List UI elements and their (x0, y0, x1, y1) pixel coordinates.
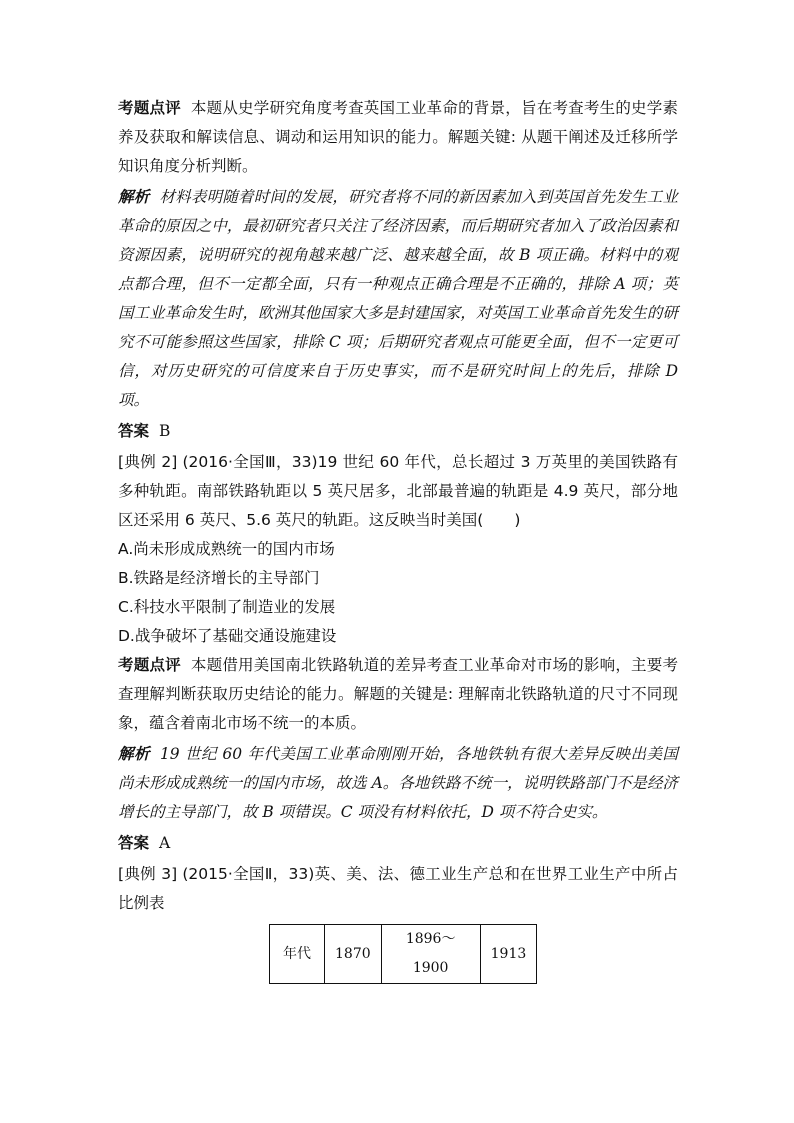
analysis-text: 材料表明随着时间的发展，研究者将不同的新因素加入到英国首先发生工业革命的原因之中，最初研究者只关注了经济因素，而后期研究者加入了政治因素和资源因素，说明研究的视角越来越广泛、越来越全面，故 B 项正确。材料中的观点都合理，但不一定都全面，只有一种观点正确合理是不正确的，排除 A 项；英国工业革命发生时，欧洲其他国家大多是封建国家，对英国工业革命首先发生的研究不可能参照这些国家，排除 C 项；后期研究者观点可能更全面，但不一定更可信，对历史研究的可信度来自于历史事实，而不是研究时间上的先后，排除 D 项。 (118, 188, 678, 409)
analysis-text: 19 世纪 60 年代美国工业革命刚刚开始，各地铁轨有很大差异反映出美国尚未形成成熟统一的国内市场，故选 A。各地铁路不统一，说明铁路部门不是经济增长的主导部门，故 B 项错误。C 项没有材料依托，D 项不符合史实。 (118, 745, 678, 821)
answer-line-1 (118, 417, 678, 446)
example-3-stem: [典例 3] (2015·全国Ⅱ，33)英、美、法、德工业生产总和在世界工业生产中所占比例表 (118, 865, 678, 912)
proportion-table (269, 924, 537, 984)
answer-value: B (159, 422, 171, 440)
review-paragraph-2 (118, 651, 678, 738)
answer-label: 答案 (118, 422, 150, 440)
review-label: 考题点评 (118, 656, 181, 674)
table-header-row (270, 925, 537, 984)
option-d: D.战争破坏了基础交通设施建设 (118, 627, 337, 645)
analysis-paragraph-2 (118, 740, 678, 827)
analysis-label: 解析 (118, 188, 150, 206)
proportion-table-wrap (118, 924, 678, 984)
answer-line-2 (118, 829, 678, 858)
document-content (118, 94, 678, 984)
option-b: B.铁路是经济增长的主导部门 (118, 569, 320, 587)
table-header-cell: 1913 (480, 925, 537, 984)
review-paragraph-1 (118, 94, 678, 181)
table-header-cell: 1896～1900 (381, 925, 480, 984)
option-c: C.科技水平限制了制造业的发展 (118, 598, 336, 616)
analysis-label: 解析 (118, 745, 150, 763)
table-header-cell: 1870 (325, 925, 382, 984)
review-text: 本题借用美国南北铁路轨道的差异考查工业革命对市场的影响，主要考查理解判断获取历史结论的能力。解题的关键是: 理解南北铁路轨道的尺寸不同现象，蕴含着南北市场不统一的本质。 (118, 656, 678, 732)
review-label: 考题点评 (118, 99, 181, 117)
option-a: A.尚未形成成熟统一的国内市场 (118, 540, 335, 558)
review-text: 本题从史学研究角度考查英国工业革命的背景，旨在考查考生的史学素养及获取和解读信息、调动和运用知识的能力。解题关键: 从题干阐述及迁移所学知识角度分析判断。 (118, 99, 678, 175)
table-header-cell: 年代 (270, 925, 325, 984)
answer-value: A (159, 834, 171, 852)
example-2-stem: [典例 2] (2016·全国Ⅲ，33)19 世纪 60 年代，总长超过 3 万英里的美国铁路有多种轨距。南部铁路轨距以 5 英尺居多，北部最普遍的轨距是 4.9 英尺，部分地区还采用 6 英尺、5.6 英尺的轨距。这反映当时美国( ) (118, 453, 678, 529)
answer-label: 答案 (118, 834, 150, 852)
analysis-paragraph-1 (118, 183, 678, 415)
